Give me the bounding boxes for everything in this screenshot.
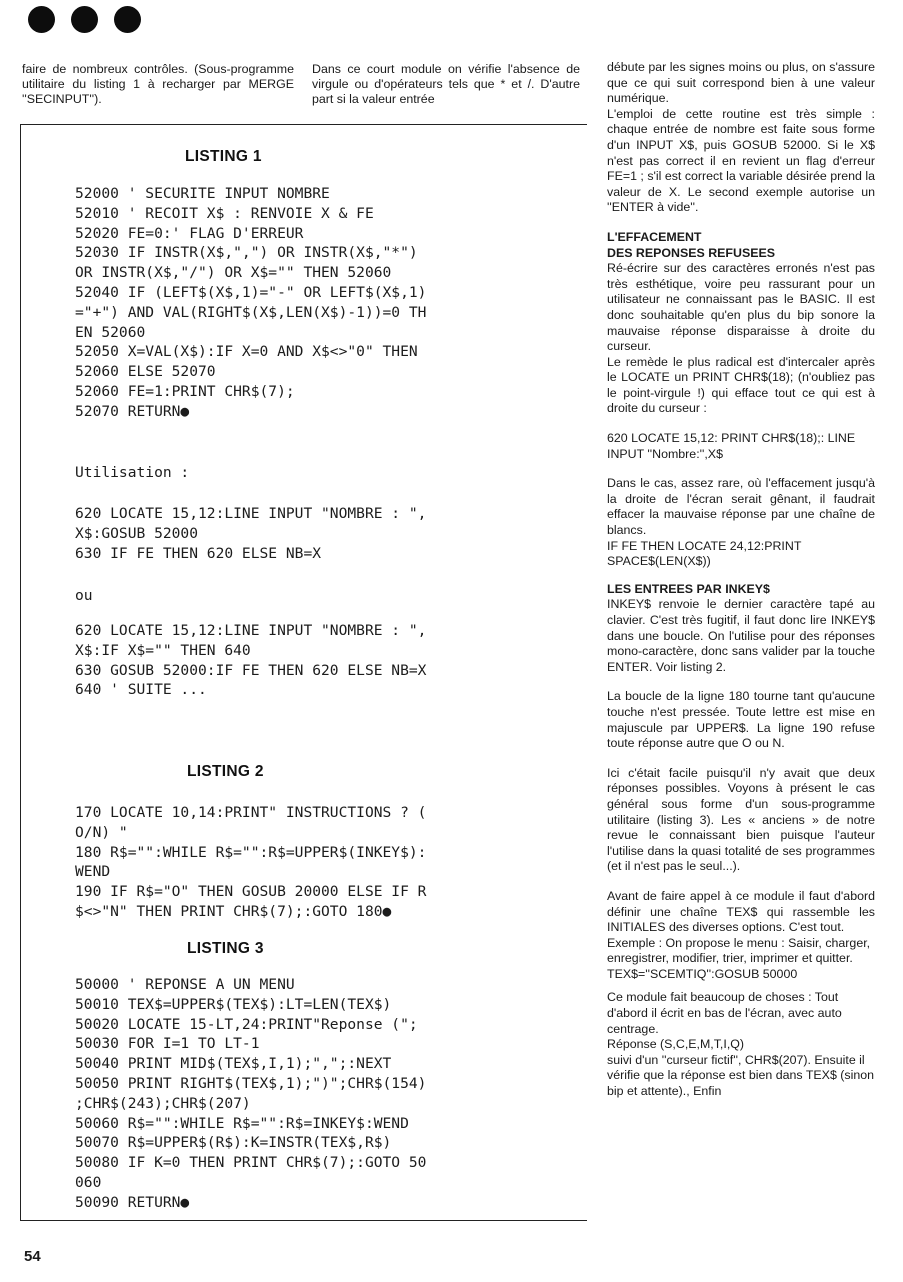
paragraph: Exemple : On propose le menu : Saisir, charger, enregistrer, modifier, trier, imprimer et quitter. <box>607 935 871 966</box>
section-heading-line-2: DES REPONSES REFUSEES <box>607 245 776 260</box>
paragraph: Le remède le plus radical est d'intercaler après le LOCATE un PRINT CHR$(18); (n'oubliez pas le point-virgule !) qui efface tout ce qui est à droite du curseur : <box>607 354 875 416</box>
paragraph: INKEY$ renvoie le dernier caractère tapé au clavier. C'est très fugitif, il faut donc lire INKEY$ dans une boucle. On l'utilise pour des réponses mono-caractère, donc sans valider par la touche ENTER. Voir listing 2. <box>607 597 875 674</box>
right-article-column <box>607 60 875 1108</box>
usage-label: Utilisation : <box>75 464 190 481</box>
intro-left-paragraph: faire de nombreux contrôles. (Sous-programme utilitaire du listing 1 à recharger par MERGE ''SECINPUT''). <box>22 62 294 107</box>
listings-frame <box>20 124 587 1221</box>
paragraph: Avant de faire appel à ce module il faut d'abord définir une chaîne TEX$ qui rassemble les INITIALES des diverses options. C'est tout. <box>607 888 875 935</box>
paragraph: Ce module fait beaucoup de choses : Tout d'abord il écrit en bas de l'écran, avec auto centrage. <box>607 990 842 1036</box>
usage-example-1: 620 LOCATE 15,12:LINE INPUT "NOMBRE : ", X$:GOSUB 52000 630 IF FE THEN 620 ELSE NB=X <box>75 505 427 562</box>
listing-3-title: LISTING 3 <box>187 940 264 957</box>
section-heading <box>607 230 875 261</box>
dot-icon <box>28 6 55 33</box>
section-heading-line-1: L'EFFACEMENT <box>607 229 702 244</box>
dot-icon <box>71 6 98 33</box>
intro-left-text <box>22 62 294 108</box>
listing-2-title: LISTING 2 <box>187 763 264 780</box>
listing-1-code: 52000 ' SECURITE INPUT NOMBRE 52010 ' RECOIT X$ : RENVOIE X & FE 52020 FE=0:' FLAG D'ERREUR 52030 IF INSTR(X$,",") OR INSTR(X$,"*") OR INSTR(X$,"/") OR X$="" THEN 52060 52040 IF (LEFT$(X$,1)="-" OR LEFT$(X$,1) ="+") AND VAL(RIGHT$(X$,LEN(X$)-1))=0 TH EN 52060 52050 X=VAL(X$):IF X=0 AND X$<>"0" THEN 52060 ELSE 52070 52060 FE=1:PRINT CHR$(7); 52070 RETURN● <box>75 185 427 420</box>
header-dots <box>28 6 141 40</box>
page-number: 54 <box>24 1248 41 1265</box>
paragraph: suivi d'un ''curseur fictif'', CHR$(207). Ensuite il vérifie que la réponse est bien dans TEX$ (sinon bip et attente)., Enfin <box>607 1052 875 1099</box>
paragraph: Ré-écrire sur des caractères erronés n'est pas très esthétique, voire peu rassurant pour un utilisateur ne connaissant pas le BASIC. Il est donc souhaitable qu'en plus du bip sonore la mauvaise réponse disparaisse à droite du curseur. <box>607 261 875 354</box>
code-example: TEX$=''SCEMTIQ'':GOSUB 50000 <box>607 966 798 981</box>
paragraph: Dans le cas, assez rare, où l'effacement jusqu'à la droite de l'écran serait gênant, il faudrait effacer la mauvaise réponse par une chaîne de blancs. <box>607 476 875 538</box>
paragraph: débute par les signes moins ou plus, on s'assure que ce qui suit correspond bien à une valeur numérique. <box>607 60 875 106</box>
paragraph: La boucle de la ligne 180 tourne tant qu'aucune touche n'est pressée. Toute lettre est mise en majuscule par UPPER$. La ligne 190 refuse toute réponse autre que O ou N. <box>607 689 875 751</box>
intro-middle-text <box>312 62 580 108</box>
code-example: 620 LOCATE 15,12: PRINT CHR$(18);: LINE INPUT ''Nombre:'',X$ <box>607 431 856 461</box>
paragraph: Ici c'était facile puisqu'il n'y avait que deux réponses possibles. Voyons à présent le cas général sous forme d'un sous-programme utilitaire (listing 3). Les « anciens » de notre revue le connaissant bien puisque l'auteur l'utilise dans la quasi totalité de ses programmes (et il n'est pas le seul...). <box>607 765 875 874</box>
listing-2-code: 170 LOCATE 10,14:PRINT" INSTRUCTIONS ? ( O/N) " 180 R$="":WHILE R$="":R$=UPPER$(INKEY$): WEND 190 IF R$="O" THEN GOSUB 20000 ELSE IF R $<>"N" THEN PRINT CHR$(7);:GOTO 180● <box>75 804 427 920</box>
section-heading: LES ENTREES PAR INKEY$ <box>607 581 770 596</box>
code-example: IF FE THEN LOCATE 24,12:PRINT SPACE$(LEN(X$)) <box>607 538 802 569</box>
code-example: Réponse (S,C,E,M,T,I,Q) <box>607 1037 745 1052</box>
paragraph: L'emploi de cette routine est très simple : chaque entrée de nombre est faite sous forme d'un INPUT X$, puis GOSUB 52000. Si le X$ n'est pas correct il en revient un flag d'erreur FE=1 ; s'il est correct la variable désirée prend la valeur de X. Le second exemple autorise un ''ENTER à vide''. <box>607 106 875 215</box>
intro-middle-paragraph: Dans ce court module on vérifie l'absence de virgule ou d'opérateurs tels que * et /. D'autre part si la valeur entrée <box>312 62 580 107</box>
usage-example-2: 620 LOCATE 15,12:LINE INPUT "NOMBRE : ", X$:IF X$="" THEN 640 630 GOSUB 52000:IF FE THEN 620 ELSE NB=X 640 ' SUITE ... <box>75 622 427 699</box>
listing-1-title: LISTING 1 <box>185 148 262 165</box>
dot-icon <box>114 6 141 33</box>
listing-3-code: 50000 ' REPONSE A UN MENU 50010 TEX$=UPPER$(TEX$):LT=LEN(TEX$) 50020 LOCATE 15-LT,24:PRINT"Reponse ("; 50030 FOR I=1 TO LT-1 50040 PRINT MID$(TEX$,I,1);",";:NEXT 50050 PRINT RIGHT$(TEX$,1);")";CHR$(154) ;CHR$(243);CHR$(207) 50060 R$="":WHILE R$="":R$=INKEY$:WEND 50070 R$=UPPER$(R$):K=INSTR(TEX$,R$) 50080 IF K=0 THEN PRINT CHR$(7);:GOTO 50 060 50090 RETURN● <box>75 976 427 1211</box>
or-label: ou <box>75 587 93 604</box>
